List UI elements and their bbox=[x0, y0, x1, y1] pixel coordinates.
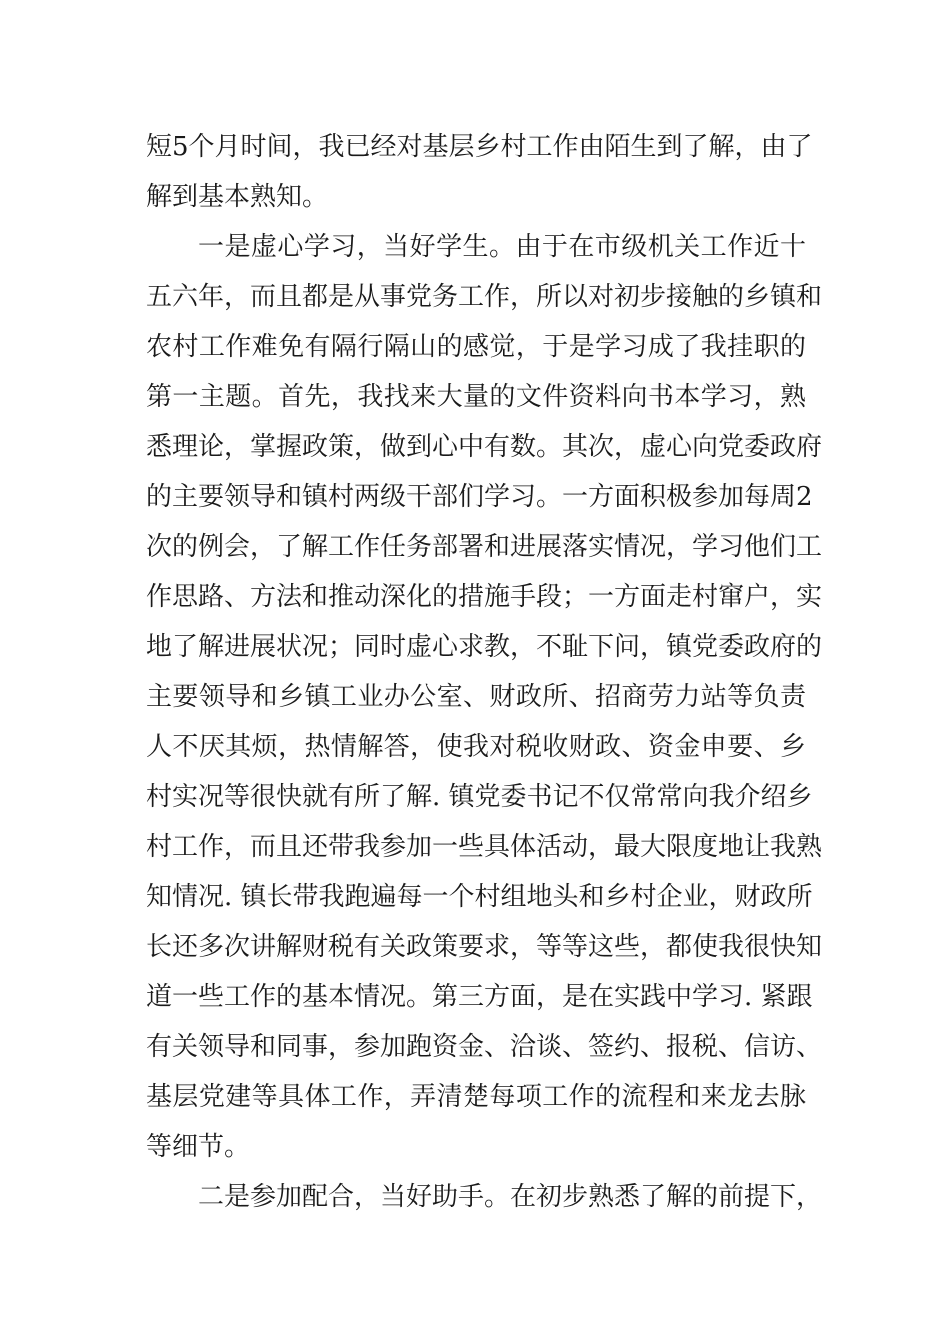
text-line: 的主要领导和镇村两级干部们学习。一方面积极参加每周2 bbox=[146, 482, 813, 512]
text-line: 五六年，而且都是从事党务工作，所以对初步接触的乡镇和 bbox=[146, 282, 823, 312]
body-text bbox=[146, 122, 823, 1222]
text-line: 作思路、方法和推动深化的措施手段；一方面走村窜户，实 bbox=[146, 582, 823, 612]
text-line: 地了解进展状况；同时虚心求教，不耻下问，镇党委政府的 bbox=[146, 632, 823, 662]
text-line: 知情况. 镇长带我跑遍每一个村组地头和乡村企业，财政所 bbox=[146, 882, 813, 912]
paragraph-start-line: 一是虚心学习，当好学生。由于在市级机关工作近十 bbox=[198, 232, 806, 262]
text-line: 人不厌其烦，热情解答，使我对税收财政、资金申要、乡 bbox=[146, 732, 806, 762]
text-line: 次的例会，了解工作任务部署和进展落实情况，学习他们工 bbox=[146, 532, 823, 562]
text-line: 基层党建等具体工作，弄清楚每项工作的流程和来龙去脉 bbox=[146, 1082, 806, 1112]
text-line: 主要领导和乡镇工业办公室、财政所、招商劳力站等负责 bbox=[146, 682, 806, 712]
text-line: 村工作，而且还带我参加一些具体活动，最大限度地让我熟 bbox=[146, 832, 823, 862]
text-line: 悉理论，掌握政策，做到心中有数。其次，虚心向党委政府 bbox=[146, 432, 823, 462]
text-line: 第一主题。首先，我找来大量的文件资料向书本学习，熟 bbox=[146, 382, 806, 412]
text-line: 有关领导和同事，参加跑资金、洽谈、签约、报税、信访、 bbox=[146, 1032, 823, 1062]
text-line: 农村工作难免有隔行隔山的感觉，于是学习成了我挂职的 bbox=[146, 332, 806, 362]
text-line: 道一些工作的基本情况。第三方面，是在实践中学习. 紧跟 bbox=[146, 982, 813, 1012]
text-line: 等细节。 bbox=[146, 1132, 251, 1162]
text-line: 村实况等很快就有所了解. 镇党委书记不仅常常向我介绍乡 bbox=[146, 782, 813, 812]
text-line: 短5个月时间，我已经对基层乡村工作由陌生到了解，由了 bbox=[146, 132, 813, 162]
paragraph-start-line: 二是参加配合，当好助手。在初步熟悉了解的前提下， bbox=[198, 1182, 823, 1212]
text-line: 长还多次讲解财税有关政策要求，等等这些，都使我很快知 bbox=[146, 932, 823, 962]
text-line: 解到基本熟知。 bbox=[146, 182, 329, 212]
